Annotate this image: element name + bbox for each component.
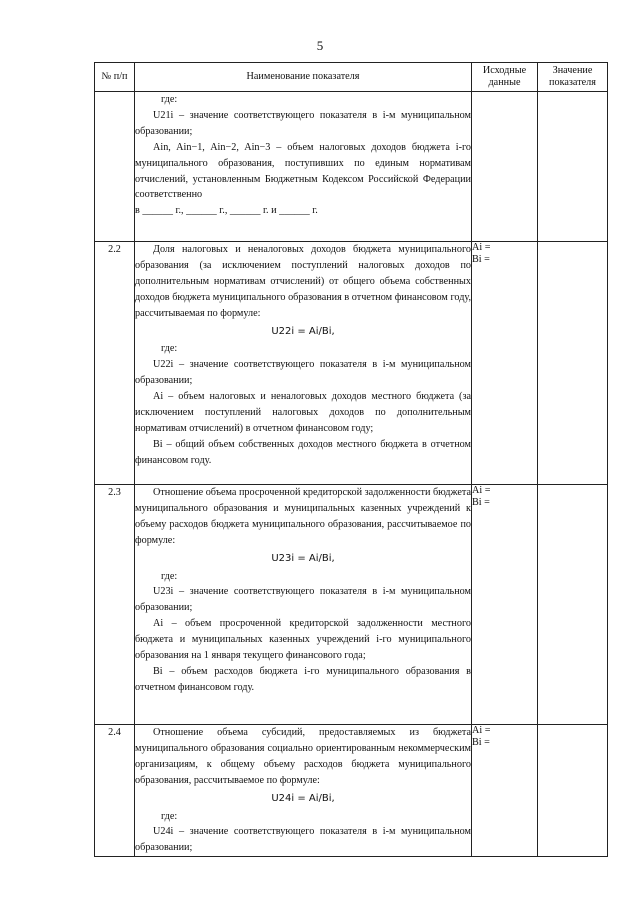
row-num: 2.4 <box>95 725 135 857</box>
b-definition: Bi – общий объем собственных доходов местного бюджета в отчетном финансовом году. <box>135 438 471 466</box>
a-definition: Ai – объем налоговых и неналоговых доходов местного бюджета (за исключением поступлений налоговых доходов по дополнительным нормативам отчислений) в отчетном финансовом году; <box>135 391 471 434</box>
source-cell <box>472 242 538 485</box>
value-cell[interactable] <box>538 242 608 485</box>
row-num-empty <box>95 92 135 242</box>
table-row-2-3 <box>95 485 608 725</box>
indicators-table <box>94 62 608 857</box>
source-cell <box>472 485 538 725</box>
b-definition: Bi – объем расходов бюджета i-го муниципального образования в отчетном финансовом году. <box>135 665 471 693</box>
source-b: Bi = <box>472 497 490 508</box>
table-row-2-2 <box>95 242 608 485</box>
source-a: Ai = <box>472 242 491 253</box>
formula: U24i = Ai/Bi, <box>271 792 335 804</box>
source-cell <box>472 92 538 242</box>
row-description <box>135 725 472 857</box>
a-definition: Ai – объем просроченной кредиторской задолженности местного бюджета и муниципальных казенных учреждений i-го муниципального образования на 1 января текущего финансового года; <box>135 618 471 662</box>
header-num: № п/п <box>95 63 135 92</box>
u-definition: U21i – значение соответствующего показателя в i-м муниципальном образовании; <box>135 109 471 137</box>
table-header-row <box>95 63 608 92</box>
source-cell <box>472 725 538 857</box>
value-cell[interactable] <box>538 92 608 242</box>
source-a: Ai = <box>472 485 491 496</box>
header-name: Наименование показателя <box>135 63 472 92</box>
u-definition: U22i – значение соответствующего показателя в i-м муниципальном образовании; <box>135 359 471 387</box>
formula: U22i = Ai/Bi, <box>271 325 335 337</box>
row-num: 2.3 <box>95 485 135 725</box>
row-num: 2.2 <box>95 242 135 485</box>
row-description <box>135 92 472 242</box>
u-definition: U24i – значение соответствующего показателя в i-м муниципальном образовании; <box>135 826 471 854</box>
where-label: где: <box>161 570 178 582</box>
a-definition: Ain, Ain−1, Ain−2, Ain−3 – объем налоговых доходов бюджета i-го муниципального образования, поступивших по единым нормативам отчислений, установленным Бюджетным Кодексом Российской Федерации соответственно <box>135 141 471 201</box>
years-line: в ______ г., ______ г., ______ г. и ______ г. <box>135 205 318 217</box>
page-number: 5 <box>316 38 324 53</box>
indicator-description: Доля налоговых и неналоговых доходов бюджета муниципального образования (за исключением поступлений налоговых доходов по дополнительным нормативам отчислений) от общего объема собственных доходов бюджета муниципального образования в отчетном финансовом году, рассчитываемая по формуле: <box>135 244 471 319</box>
header-value: Значение показателя <box>538 63 608 92</box>
source-b: Bi = <box>472 254 490 265</box>
where-label: где: <box>161 343 178 355</box>
row-description <box>135 485 472 725</box>
where-label: где: <box>161 94 178 105</box>
where-label: где: <box>161 810 178 822</box>
source-b: Bi = <box>472 737 490 748</box>
header-source: Исходные данные <box>472 63 538 92</box>
value-cell[interactable] <box>538 725 608 857</box>
row-description <box>135 242 472 485</box>
formula: U23i = Ai/Bi, <box>271 552 335 564</box>
indicator-description: Отношение объема субсидий, предоставляемых из бюджета муниципального образования социально ориентированным некоммерческим организациям, к общему объему расходов бюджета муниципального образования, рассчитываемое по формуле: <box>135 727 471 786</box>
table-row-2-4 <box>95 725 608 857</box>
source-a: Ai = <box>472 725 491 736</box>
indicator-description: Отношение объема просроченной кредиторской задолженности бюджета муниципального образования и муниципальных казенных учреждений к объему расходов бюджета муниципального образования, рассчитываемое по формуле: <box>135 487 471 546</box>
table-row-continuation <box>95 92 608 242</box>
value-cell[interactable] <box>538 485 608 725</box>
u-definition: U23i – значение соответствующего показателя в i-м муниципальном образовании; <box>135 586 471 614</box>
